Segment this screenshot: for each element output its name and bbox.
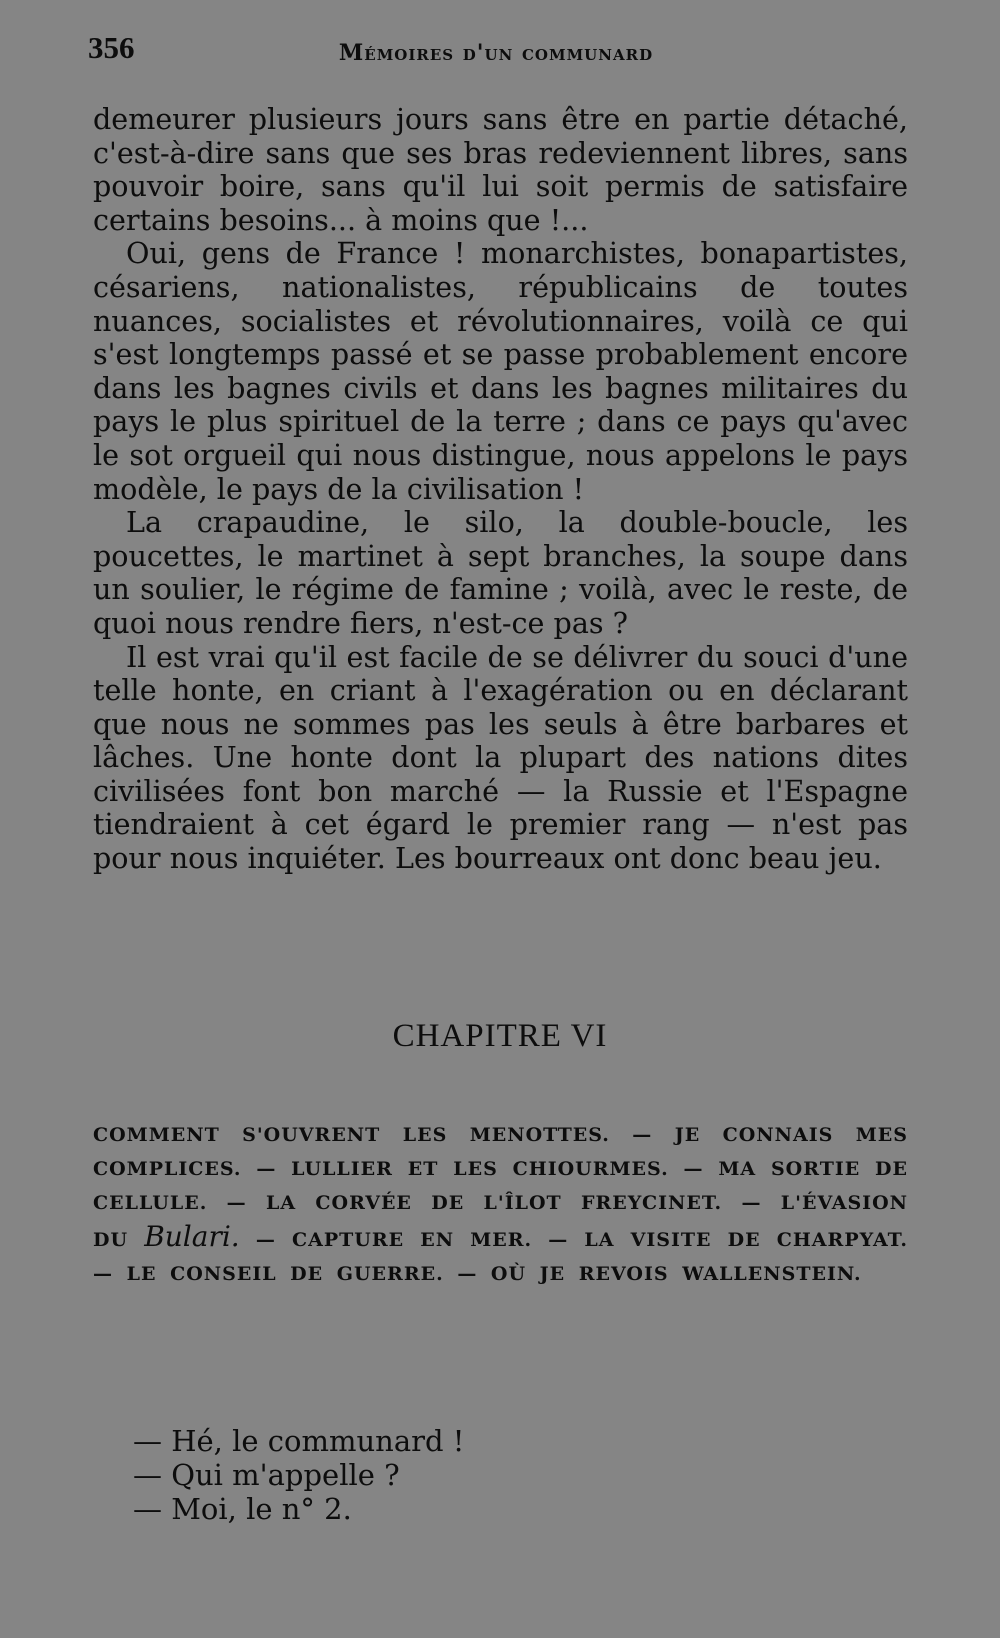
- summary-text-before: COMMENT S'OUVRENT LES MENOTTES. — JE CONNAIS MES COMPLICES. — LULLIER ET LES CHIOURMES. — MA SORTIE DE CELLULE. — LA CORVÉE DE L'ÎLOT FREYCINET. — L'ÉVASION DU: [93, 1124, 908, 1251]
- body-text: [93, 103, 908, 876]
- summary-ship-name: Bulari.: [144, 1220, 240, 1253]
- dialogue-line: — Hé, le communard !: [133, 1424, 465, 1458]
- page-number: 356: [88, 30, 135, 65]
- dialogue: [133, 1424, 464, 1526]
- paragraph: Il est vrai qu'il est facile de se délivrer du souci d'une telle honte, en criant à l'exagération ou en déclarant que nous ne sommes pas les seuls à être barbares et lâches. Une honte dont la plupart des nations dites civilisées font bon marché — la Russie et l'Espagne tiendraient à cet égard le premier rang — n'est pas pour nous inquiéter. Les bourreaux ont donc beau jeu.: [93, 639, 908, 876]
- dialogue-line: — Qui m'appelle ?: [133, 1458, 400, 1492]
- dialogue-line: — Moi, le n° 2.: [133, 1492, 352, 1526]
- running-head: Mémoires d'un communard: [338, 40, 654, 66]
- paragraph: demeurer plusieurs jours sans être en partie détaché, c'est-à-dire sans que ses bras redeviennent libres, sans pouvoir boire, sans qu'il lui soit permis de satisfaire certains besoins... à moins que !...: [93, 102, 908, 237]
- paragraph: Oui, gens de France ! monarchistes, bonapartistes, césariens, nationalistes, républicains de toutes nuances, socialistes et révolutionnaires, voilà ce qui s'est longtemps passé et se passe probablement encore dans les bagnes civils et dans les bagnes militaires du pays le plus spirituel de la terre ; dans ce pays qu'avec le sot orgueil qui nous distingue, nous appelons le pays modèle, le pays de la civilisation !: [93, 236, 908, 506]
- chapter-summary: [93, 1118, 908, 1291]
- chapter-title: CHAPITRE VI: [392, 1018, 608, 1054]
- paragraph: La crapaudine, le silo, la double-boucle, les poucettes, le martinet à sept branches, la soupe dans un soulier, le régime de famine ; voilà, avec le reste, de quoi nous rendre fiers, n'est-ce pas ?: [93, 505, 908, 640]
- page-header: [88, 30, 904, 70]
- summary-text-after: — CAPTURE EN MER. — LA VISITE DE CHARPYAT. — LE CONSEIL DE GUERRE. — OÙ JE REVOIS WALLENSTEIN.: [93, 1229, 908, 1285]
